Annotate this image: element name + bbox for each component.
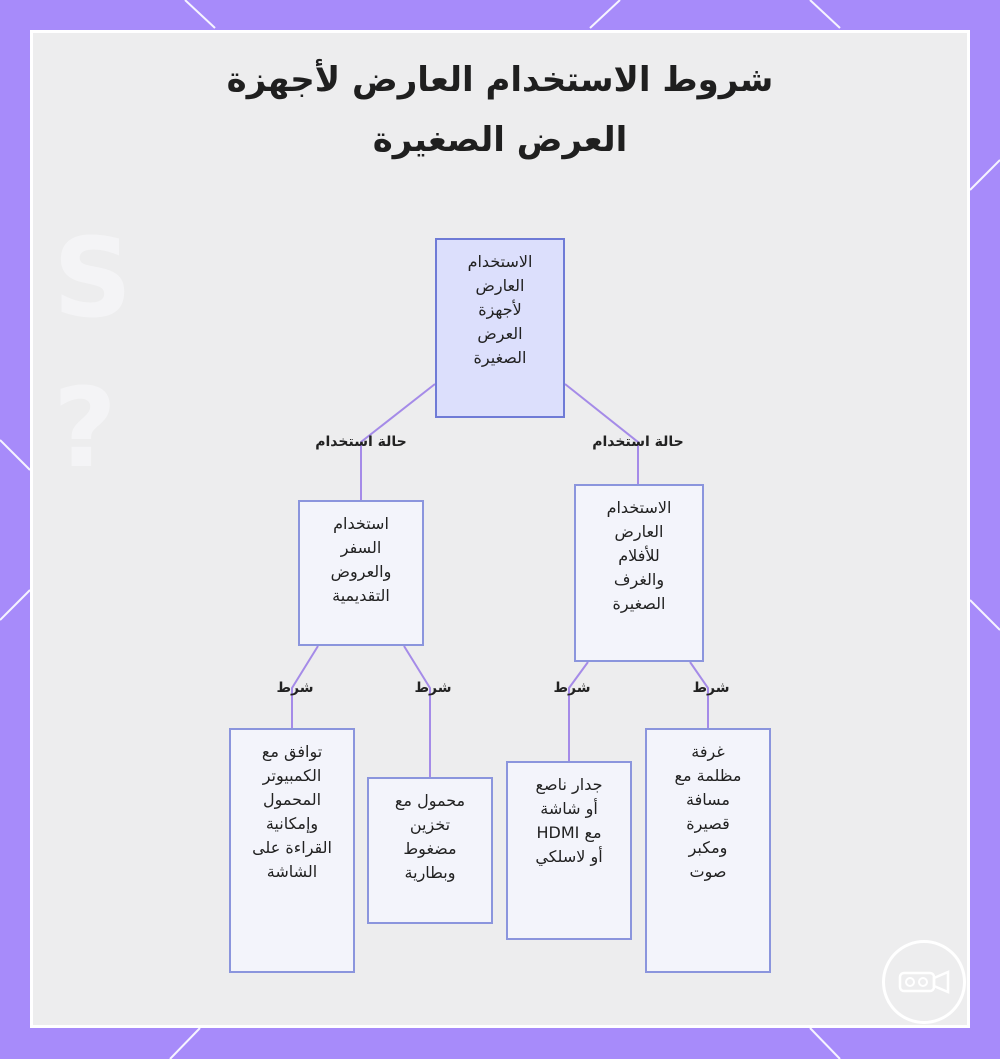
node-dark-room-label: غرفة مظلمة مع مسافة قصيرة ومكبر صوت: [674, 742, 742, 881]
edge-label-travel-portable: شرط: [414, 680, 452, 696]
title-line-2: العرض الصغيرة: [372, 120, 628, 160]
node-root-label: الاستخدام العارض لأجهزة العرض الصغيرة: [467, 252, 533, 367]
background-watermark: S ?: [53, 214, 133, 492]
node-wall: [506, 761, 632, 940]
edge-label-travel-laptop: شرط: [276, 680, 314, 696]
edge-label-movies-wall: شرط: [553, 680, 591, 696]
node-wall-label: جدار ناصع أو شاشة مع HDMI أو لاسلكي: [535, 775, 603, 866]
camera-icon: [882, 940, 966, 1024]
edge-label-root-travel: حالة استخدام: [315, 434, 407, 450]
node-travel: [298, 500, 424, 646]
node-laptop-compat: [229, 728, 355, 973]
node-root: [435, 238, 565, 418]
edge-label-root-movies: حالة استخدام: [592, 434, 684, 450]
edge-label-movies-dark: شرط: [692, 680, 730, 696]
node-portable: [367, 777, 493, 924]
node-laptop-compat-label: توافق مع الكمبيوتر المحمول وإمكانية القراءة على الشاشة: [252, 742, 332, 881]
title-line-1: شروط الاستخدام العارض لأجهزة: [226, 60, 774, 100]
node-movies-label: الاستخدام العارض للأفلام والغرف الصغيرة: [606, 498, 672, 613]
edge-movies-wall: [569, 662, 588, 761]
node-travel-label: استخدام السفر والعروض التقديمية: [330, 514, 392, 605]
node-movies: [574, 484, 704, 662]
edge-travel-portable: [404, 646, 430, 777]
node-dark-room: [645, 728, 771, 973]
node-portable-label: محمول مع تخزين مضغوط وبطارية: [394, 791, 466, 882]
